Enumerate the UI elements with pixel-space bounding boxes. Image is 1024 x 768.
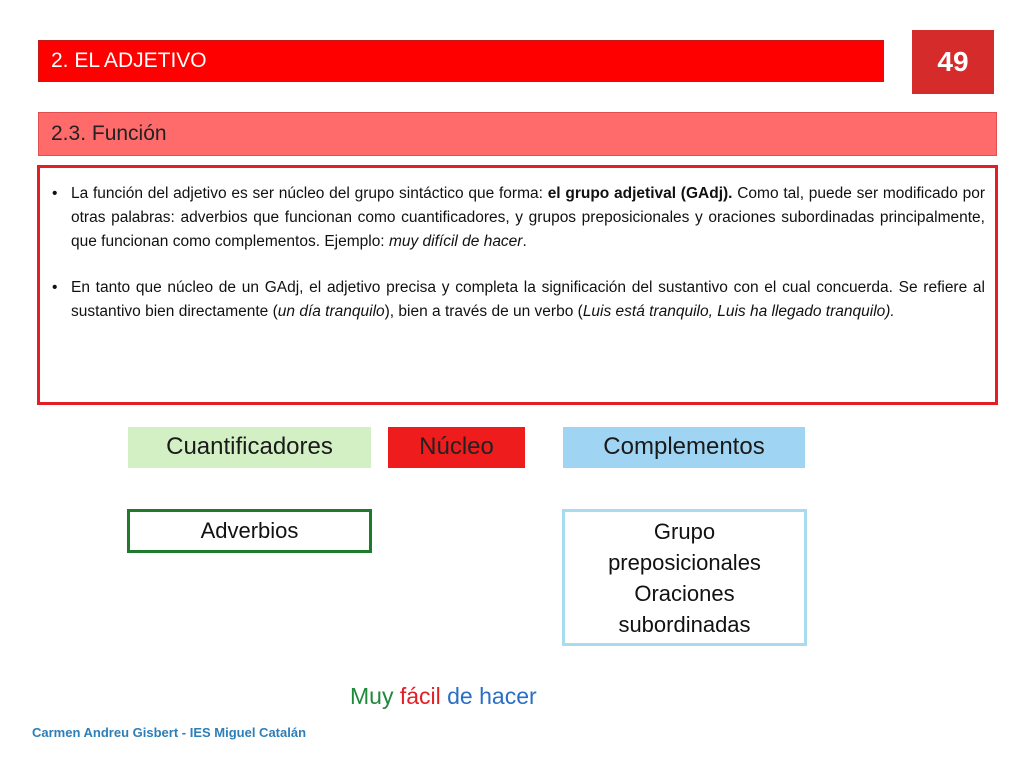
section-title: 2. EL ADJETIVO [38, 40, 884, 82]
bullet-icon: • [52, 185, 58, 202]
example-word-facil: fácil [399, 683, 441, 709]
bullet-1-text: La función del adjetivo es ser núcleo del grupo sintáctico que forma: [71, 185, 548, 202]
content-box [37, 165, 998, 405]
example-word-de-hacer: de hacer [447, 683, 537, 709]
bullet-1-text-2: Como tal, puede ser modificado por otras palabras: adverbios que funcionan como cuantificadores, y grupos preposicionales y oraciones subordinadas principalmente, que funcionan como complementos. Ejemplo: [71, 185, 986, 250]
adverbios-box: Adverbios [127, 509, 372, 553]
cuantificadores-label: Cuantificadores [128, 427, 371, 468]
bullet-2-example-1: un día tranquilo [277, 303, 385, 320]
bullet-item-1 [50, 182, 985, 254]
page-number: 49 [912, 30, 994, 94]
grupo-line: Grupo [653, 519, 716, 544]
nucleo-label: Núcleo [388, 427, 525, 468]
footer-author: Carmen Andreu Gisbert - IES Miguel Catalán [32, 725, 307, 740]
bullet-1-text-3: . [522, 233, 527, 250]
grupo-box [562, 509, 807, 646]
bullet-2-example-2: Luis está tranquilo, Luis ha llegado tranquilo). [582, 303, 895, 320]
grupo-line: subordinadas [618, 612, 751, 637]
subsection-title: 2.3. Función [38, 112, 997, 156]
bullet-list [50, 182, 985, 324]
bullet-2-text: En tanto que núcleo de un GAdj, el adjetivo precisa y completa la significación del sustantivo con el cual concuerda. Se refiere al sustantivo bien directamente ( [71, 279, 985, 320]
complementos-label: Complementos [563, 427, 805, 468]
bullet-2-text-2: ), bien a través de un verbo ( [384, 303, 583, 320]
bullet-item-2 [50, 276, 985, 324]
grupo-line: Oraciones [634, 581, 735, 606]
grupo-line: preposicionales [608, 550, 761, 575]
example-word-muy: Muy [350, 683, 394, 709]
bullet-1-example: muy difícil de hacer [388, 233, 523, 250]
example-phrase [350, 683, 537, 710]
bullet-1-bold: el grupo adjetival (GAdj). [547, 185, 733, 202]
bullet-icon: • [52, 279, 58, 296]
